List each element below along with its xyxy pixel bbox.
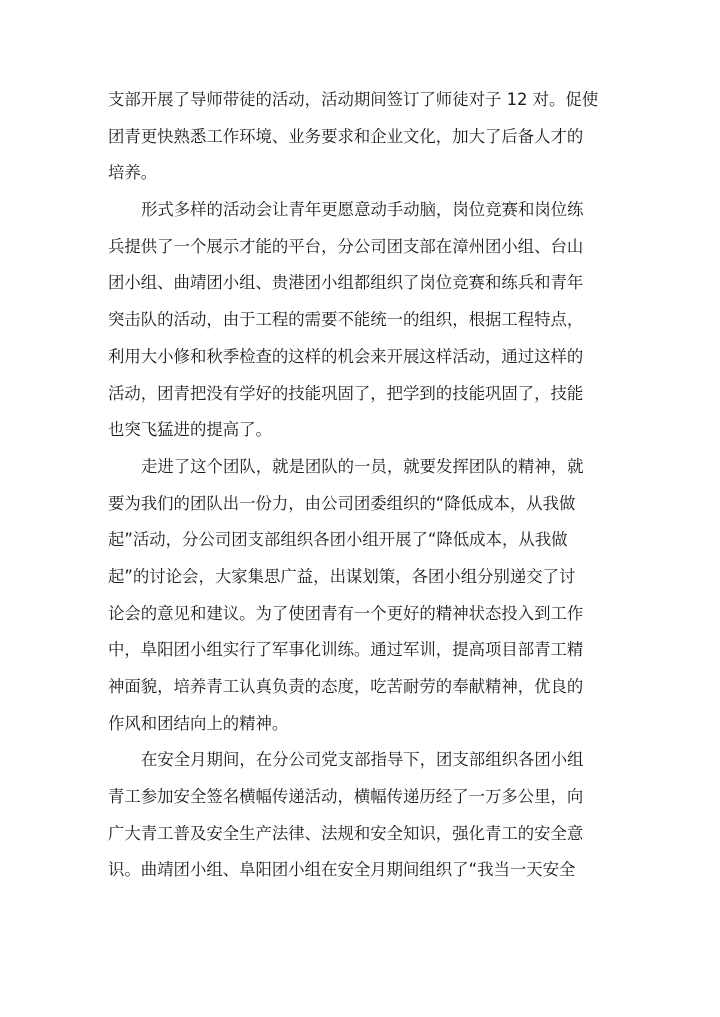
paragraph-3	[108, 449, 614, 743]
paragraph-line: 团小组、曲靖团小组、贵港团小组都组织了岗位竞赛和练兵和青年	[108, 273, 584, 293]
paragraph-line: 突击队的活动，由于工程的需要不能统一的组织，根据工程特点，	[108, 310, 584, 330]
paragraph-line: 活动，团青把没有学好的技能巩固了，把学到的技能巩固了，技能	[108, 383, 584, 403]
paragraph-line: 形式多样的活动会让青年更愿意动手动脑，岗位竞赛和岗位练	[141, 200, 584, 220]
paragraph-line: 神面貌，培养青工认真负责的态度，吃苦耐劳的奉献精神，优良的	[108, 677, 584, 696]
paragraph-line: 起”活动，分公司团支部组织各团小组开展了“降低成本，从我做	[108, 530, 568, 550]
paragraph-line: 青工参加安全签名横幅传递活动，横幅传递历经了一万多公里，向	[108, 787, 584, 807]
paragraph-line: 论会的意见和建议。为了使团青有一个更好的精神状态投入到工作	[108, 603, 584, 623]
paragraph-line: 在安全月期间，在分公司党支部指导下，团支部组织各团小组	[141, 750, 584, 770]
paragraph-line: 培养。	[108, 163, 158, 183]
paragraph-line: 中，阜阳团小组实行了军事化训练。通过军训，提高项目部青工精	[108, 640, 584, 660]
paragraph-line: 利用大小修和秋季检查的这样的机会来开展这样活动，通过这样的	[108, 346, 584, 366]
paragraph-line: 团青更快熟悉工作环境、业务要求和企业文化，加大了后备人才的	[108, 126, 584, 146]
paragraph-line: 作风和团结向上的精神。	[108, 713, 289, 733]
paragraph-2	[108, 192, 614, 449]
paragraph-line: 支部开展了导师带徒的活动，活动期间签订了师徒对子 12 对。促使	[108, 90, 599, 109]
paragraph-line: 兵提供了一个展示才能的平台，分公司团支部在漳州团小组、台山	[108, 236, 584, 256]
paragraph-line: 要为我们的团队出一份力，由公司团委组织的“降低成本，从我做	[108, 493, 576, 513]
paragraph-line: 也突飞猛进的提高了。	[108, 420, 272, 440]
paragraph-line: 走进了这个团队，就是团队的一员，就要发挥团队的精神，就	[141, 456, 584, 476]
document-body	[108, 82, 614, 889]
paragraph-line: 识。曲靖团小组、阜阳团小组在安全月期间组织了“我当一天安全	[108, 860, 576, 880]
paragraph-1	[108, 82, 614, 192]
paragraph-line: 起”的讨论会，大家集思广益，出谋划策，各团小组分别递交了讨	[108, 566, 576, 586]
paragraph-4	[108, 742, 614, 889]
paragraph-line: 广大青工普及安全生产法律、法规和安全知识，强化青工的安全意	[108, 823, 584, 843]
